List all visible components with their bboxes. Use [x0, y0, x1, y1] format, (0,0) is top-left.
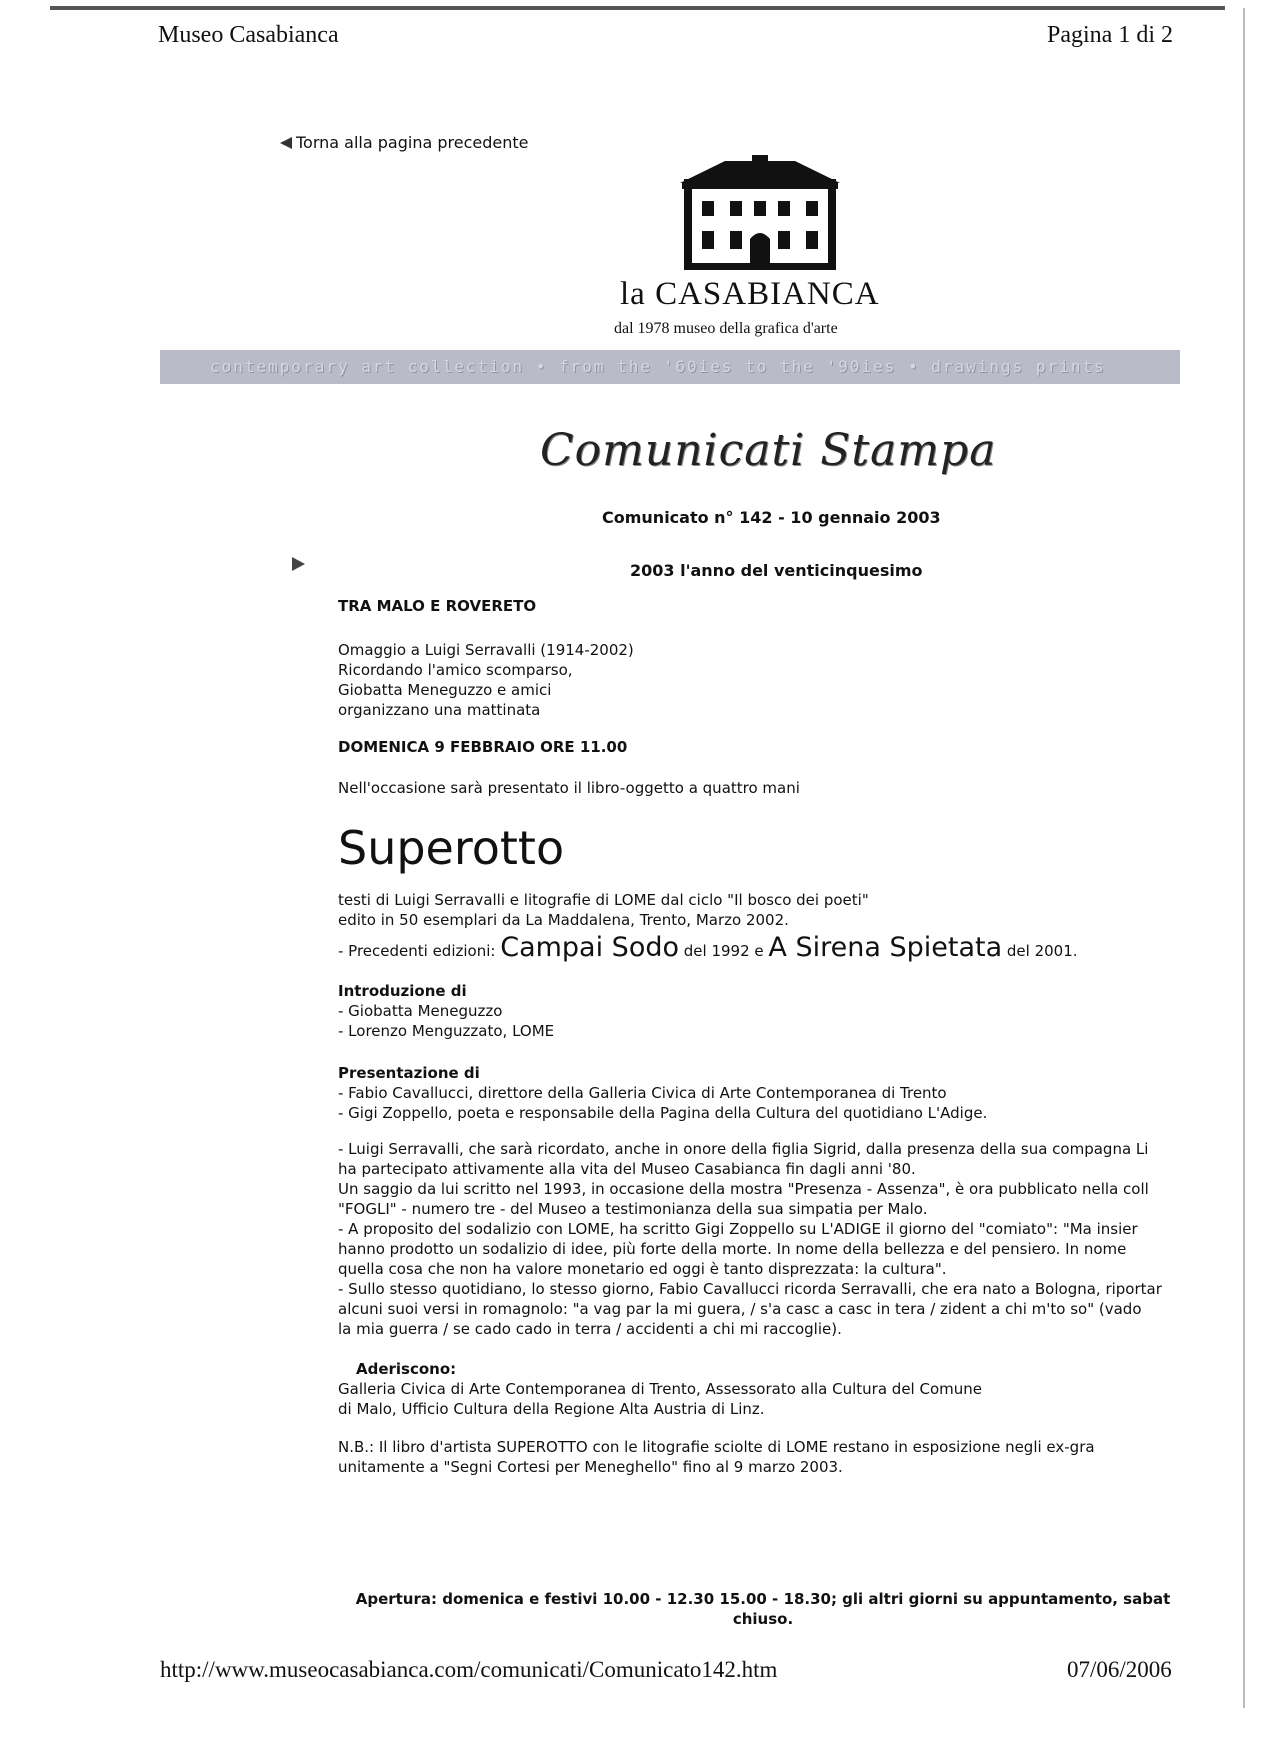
intro-line: organizzano una mattinata: [338, 701, 541, 719]
body-line: la mia guerra / se cado cado in terra / accidenti a chi mi raccoglie).: [338, 1320, 842, 1338]
print-header-site: Museo Casabianca: [158, 22, 339, 48]
presentation-block: [338, 1063, 1183, 1123]
adherents-block: [338, 1359, 1183, 1419]
introduction-item: - Lorenzo Menguzzato, LOME: [338, 1022, 555, 1040]
logo-name: la CASABIANCA: [620, 276, 880, 312]
body-line: alcuni suoi versi in romagnolo: "a vag par la mi guera, / s'a casc a casc in tera / zident a chi m'to so" (vado: [338, 1300, 1142, 1318]
communique-number-date: Comunicato n° 142 - 10 gennaio 2003: [602, 508, 941, 527]
body-line: - A proposito del sodalizio con LOME, ha scritto Gigi Zoppello su L'ADIGE il giorno del "comiato": "Ma insier: [338, 1220, 1138, 1238]
note-line: unitamente a "Segni Cortesi per Meneghello" fino al 9 marzo 2003.: [338, 1458, 843, 1476]
previous-year-1: del 1992 e: [679, 942, 769, 960]
body-line: Un saggio da lui scritto nel 1993, in occasione della mostra "Presenza - Assenza", è ora pubblicato nella coll: [338, 1180, 1149, 1198]
opening-line: Apertura: domenica e festivi 10.00 - 12.30 15.00 - 18.30; gli altri giorni su appuntamento, sabat: [355, 1590, 1171, 1608]
back-link-label: Torna alla pagina precedente: [296, 133, 529, 152]
collection-banner: [160, 350, 1180, 384]
note-line: N.B.: Il libro d'artista SUPEROTTO con le litografie sciolte di LOME restano in esposizione negli ex-gra: [338, 1438, 1095, 1456]
previous-title-2: A Sirena Spietata: [768, 932, 1003, 963]
print-footer-url: http://www.museocasabianca.com/comunicati/Comunicato142.htm: [160, 1657, 778, 1682]
opening-hours: [343, 1589, 1183, 1629]
book-line: edito in 50 esemplari da La Maddalena, Trento, Marzo 2002.: [338, 911, 789, 929]
museum-building-logo: [670, 155, 850, 270]
print-header-page: Pagina 1 di 2: [1047, 22, 1173, 48]
play-arrow-icon: [292, 557, 305, 571]
intro-block: [338, 640, 1183, 720]
body-line: "FOGLI" - numero tre - del Museo a testimonianza della sua simpatia per Malo.: [338, 1200, 928, 1218]
presentation-item: - Gigi Zoppello, poeta e responsabile della Pagina della Cultura del quotidiano L'Adige.: [338, 1104, 988, 1122]
banner-text: contemporary art collection • from the '60ies to the '90ies • drawings prints: [210, 357, 1106, 376]
previous-editions: [338, 932, 1183, 967]
introduction-block: [338, 981, 1183, 1041]
adherents-heading: Aderiscono:: [356, 1360, 457, 1378]
intro-line: Giobatta Meneguzzo e amici: [338, 681, 552, 699]
introduction-heading: Introduzione di: [338, 982, 467, 1000]
introduction-item: - Giobatta Meneguzzo: [338, 1002, 503, 1020]
body-line: - Sullo stesso quotidiano, lo stesso giorno, Fabio Cavallucci ricorda Serravalli, che era nato a Bologna, riportar: [338, 1280, 1162, 1298]
presentation-heading: Presentazione di: [338, 1064, 480, 1082]
note-block: [338, 1437, 1183, 1477]
intro-line: Ricordando l'amico scomparso,: [338, 661, 573, 679]
previous-prefix: - Precedenti edizioni:: [338, 942, 501, 960]
back-link[interactable]: [280, 133, 528, 152]
section-title: Comunicati Stampa: [540, 425, 997, 476]
logo-tagline: dal 1978 museo della grafica d'arte: [614, 320, 838, 337]
book-title: Superotto: [338, 821, 565, 875]
body-line: quella cosa che non ha valore monetario ed oggi è tanto disprezzata: la cultura".: [338, 1260, 947, 1278]
occasion-text: Nell'occasione sarà presentato il libro-oggetto a quattro mani: [338, 779, 800, 797]
body-line: hanno prodotto un sodalizio di idee, più forte della morte. In nome della bellezza e del pensiero. In nome: [338, 1240, 1127, 1258]
scan-right-edge: [1243, 8, 1245, 1708]
intro-line: Omaggio a Luigi Serravalli (1914-2002): [338, 641, 634, 659]
adherents-line: Galleria Civica di Arte Contemporanea di Trento, Assessorato alla Cultura del Comune: [338, 1380, 982, 1398]
opening-line: chiuso.: [732, 1610, 794, 1628]
adherents-line: di Malo, Ufficio Cultura della Regione Alta Austria di Linz.: [338, 1400, 765, 1418]
print-footer-date: 07/06/2006: [1067, 1657, 1172, 1682]
back-arrow-icon: [280, 137, 292, 149]
previous-year-2: del 2001.: [1002, 942, 1078, 960]
scan-top-edge: [50, 6, 1225, 10]
previous-title-1: Campai Sodo: [500, 932, 680, 963]
book-details: [338, 890, 1183, 967]
communique-subtitle: 2003 l'anno del venticinquesimo: [630, 561, 923, 580]
body-line: - Luigi Serravalli, che sarà ricordato, anche in onore della figlia Sigrid, dalla presenza della sua compagna Li: [338, 1140, 1149, 1158]
book-line: testi di Luigi Serravalli e litografie di LOME dal ciclo "Il bosco dei poeti": [338, 891, 869, 909]
communique-heading: TRA MALO E ROVERETO: [338, 597, 537, 615]
body-line: ha partecipato attivamente alla vita del Museo Casabianca fin dagli anni '80.: [338, 1160, 916, 1178]
body-text: [338, 1139, 1183, 1339]
presentation-item: - Fabio Cavallucci, direttore della Galleria Civica di Arte Contemporanea di Trento: [338, 1084, 947, 1102]
event-date: DOMENICA 9 FEBBRAIO ORE 11.00: [338, 738, 628, 756]
communique-body: [338, 596, 1183, 1477]
